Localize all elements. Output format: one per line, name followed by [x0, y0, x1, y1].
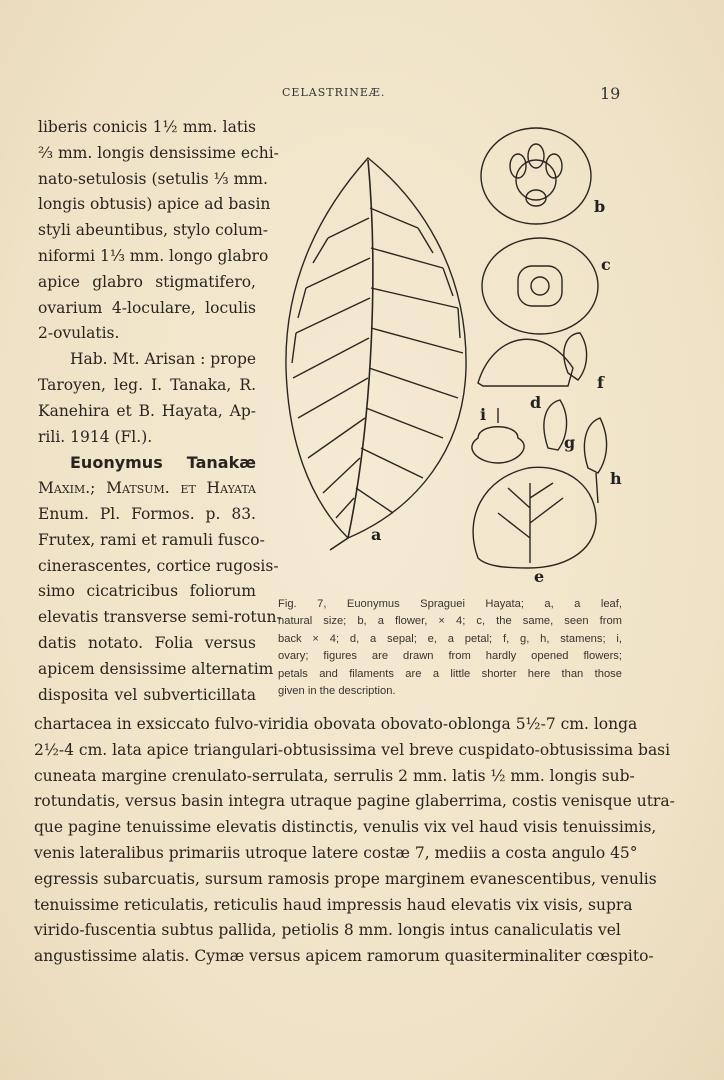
caption-line: Fig. 7, Euonymus Spraguei Hayata; a, a leaf,: [278, 598, 622, 610]
text-line: venis lateralibus primariis utroque latere costæ 7, mediis a costa angulo 45°: [34, 843, 638, 862]
flower-b: [481, 128, 591, 224]
text-line: rotundatis, versus basin integra utraque pagine glaberrima, costis venisque utra-: [34, 792, 675, 811]
caption-line: back × 4; d, a sepal; e, a petal; f, g, h, stamens; i,: [278, 632, 622, 645]
figure-label-a: a: [371, 525, 382, 544]
text-line: apicem densissime alternatim: [38, 659, 274, 678]
text-line: Enum. Pl. Formos. p. 83.: [38, 504, 256, 523]
text-line: que pagine tenuissime elevatis distinctis, venulis vix vel haud visis tenuissimis,: [34, 818, 657, 837]
petal-e: [473, 467, 596, 568]
text-line: disposita vel subverticillata: [38, 685, 256, 704]
habitat-line: Hab. Mt. Arisan : prope: [70, 350, 257, 369]
text-line: elevatis transverse semi-rotun-: [38, 608, 282, 627]
figure-label-e: e: [534, 567, 545, 586]
figure-caption: [278, 596, 622, 700]
left-column-text: [38, 115, 282, 708]
figure-label-f: f: [597, 373, 604, 392]
text-line: apice glabro stigmatifero,: [38, 272, 256, 291]
running-title: CELASTRINEÆ.: [282, 86, 386, 99]
figure-label-g: g: [564, 433, 576, 452]
figure-drawing: [268, 118, 628, 588]
text-line: ⅔ mm. longis densissime echi-: [38, 143, 279, 162]
caption-line: ovary; figures are drawn from hardly opened flowers;: [278, 650, 622, 663]
caption-line: petals and filaments are a little shorter here than those: [278, 667, 622, 680]
text-line: styli abeuntibus, stylo colum-: [38, 221, 269, 240]
text-line: angustissime alatis. Cymæ versus apicem ramorum quasiterminaliter cœspito-: [34, 947, 654, 966]
full-width-text: [34, 712, 675, 970]
text-line: virido-fuscentia subtus pallida, petiolis 8 mm. longis intus canaliculatis vel: [34, 921, 621, 940]
text-line: 2½-4 cm. lata apice triangulari-obtusissima vel breve cuspidato-obtusissima basi: [34, 740, 671, 759]
text-line: Maxim.; Matsum. et Hayata: [38, 479, 256, 498]
text-line: chartacea in exsiccato fulvo-viridia obovata obovato-oblonga 5½-7 cm. longa: [34, 715, 638, 733]
text-line: liberis conicis 1½ mm. latis: [38, 118, 256, 136]
text-line: 2-ovulatis.: [38, 324, 120, 343]
flower-c: [482, 238, 598, 334]
text-line: nato-setulosis (setulis ⅓ mm.: [38, 169, 268, 188]
text-line: egressis subarcuatis, sursum ramosis prope marginem evanescentibus, venulis: [34, 869, 657, 888]
text-line: longis obtusis) apice ad basin: [38, 195, 271, 214]
botanical-figure: [268, 118, 628, 588]
figure-label-c: c: [601, 255, 611, 274]
figure-label-h: h: [610, 469, 622, 488]
figure-label-i: i: [480, 405, 487, 424]
text-line: cuneata margine crenulato-serrulata, serrulis 2 mm. latis ½ mm. longis sub-: [34, 766, 635, 785]
text-line: simo cicatricibus foliorum: [38, 582, 256, 601]
stamen-h: [584, 418, 606, 473]
page-number: 19: [600, 84, 621, 103]
text-line: datis notato. Folia versus: [38, 633, 256, 652]
figure-label-b: b: [594, 197, 606, 216]
ovary-i: [472, 427, 524, 463]
text-line: niformi 1⅓ mm. longo glabro: [38, 246, 269, 265]
text-line: ovarium 4-loculare, loculis: [38, 298, 256, 317]
figure-label-d: d: [530, 393, 542, 412]
leaf-outline: [286, 158, 466, 538]
stamen-f: [564, 333, 587, 380]
caption-line: given in the description.: [278, 685, 396, 698]
habitat-line: rili. 1914 (Fl.).: [38, 427, 153, 446]
text-line: tenuissime reticulatis, reticulis haud impressis haud elevatis vix visis, supra: [34, 895, 633, 914]
species-heading: Euonymus Tanakæ: [70, 453, 256, 473]
caption-line: natural size; b, a flower, × 4; c, the same, seen from: [278, 615, 622, 628]
habitat-line: Taroyen, leg. I. Tanaka, R.: [38, 375, 256, 394]
sepal-d: [478, 339, 573, 386]
habitat-line: Kanehira et B. Hayata, Ap-: [38, 401, 256, 420]
text-line: Frutex, rami et ramuli fusco-: [38, 530, 265, 549]
text-line: cinerascentes, cortice rugosis-: [38, 556, 279, 575]
